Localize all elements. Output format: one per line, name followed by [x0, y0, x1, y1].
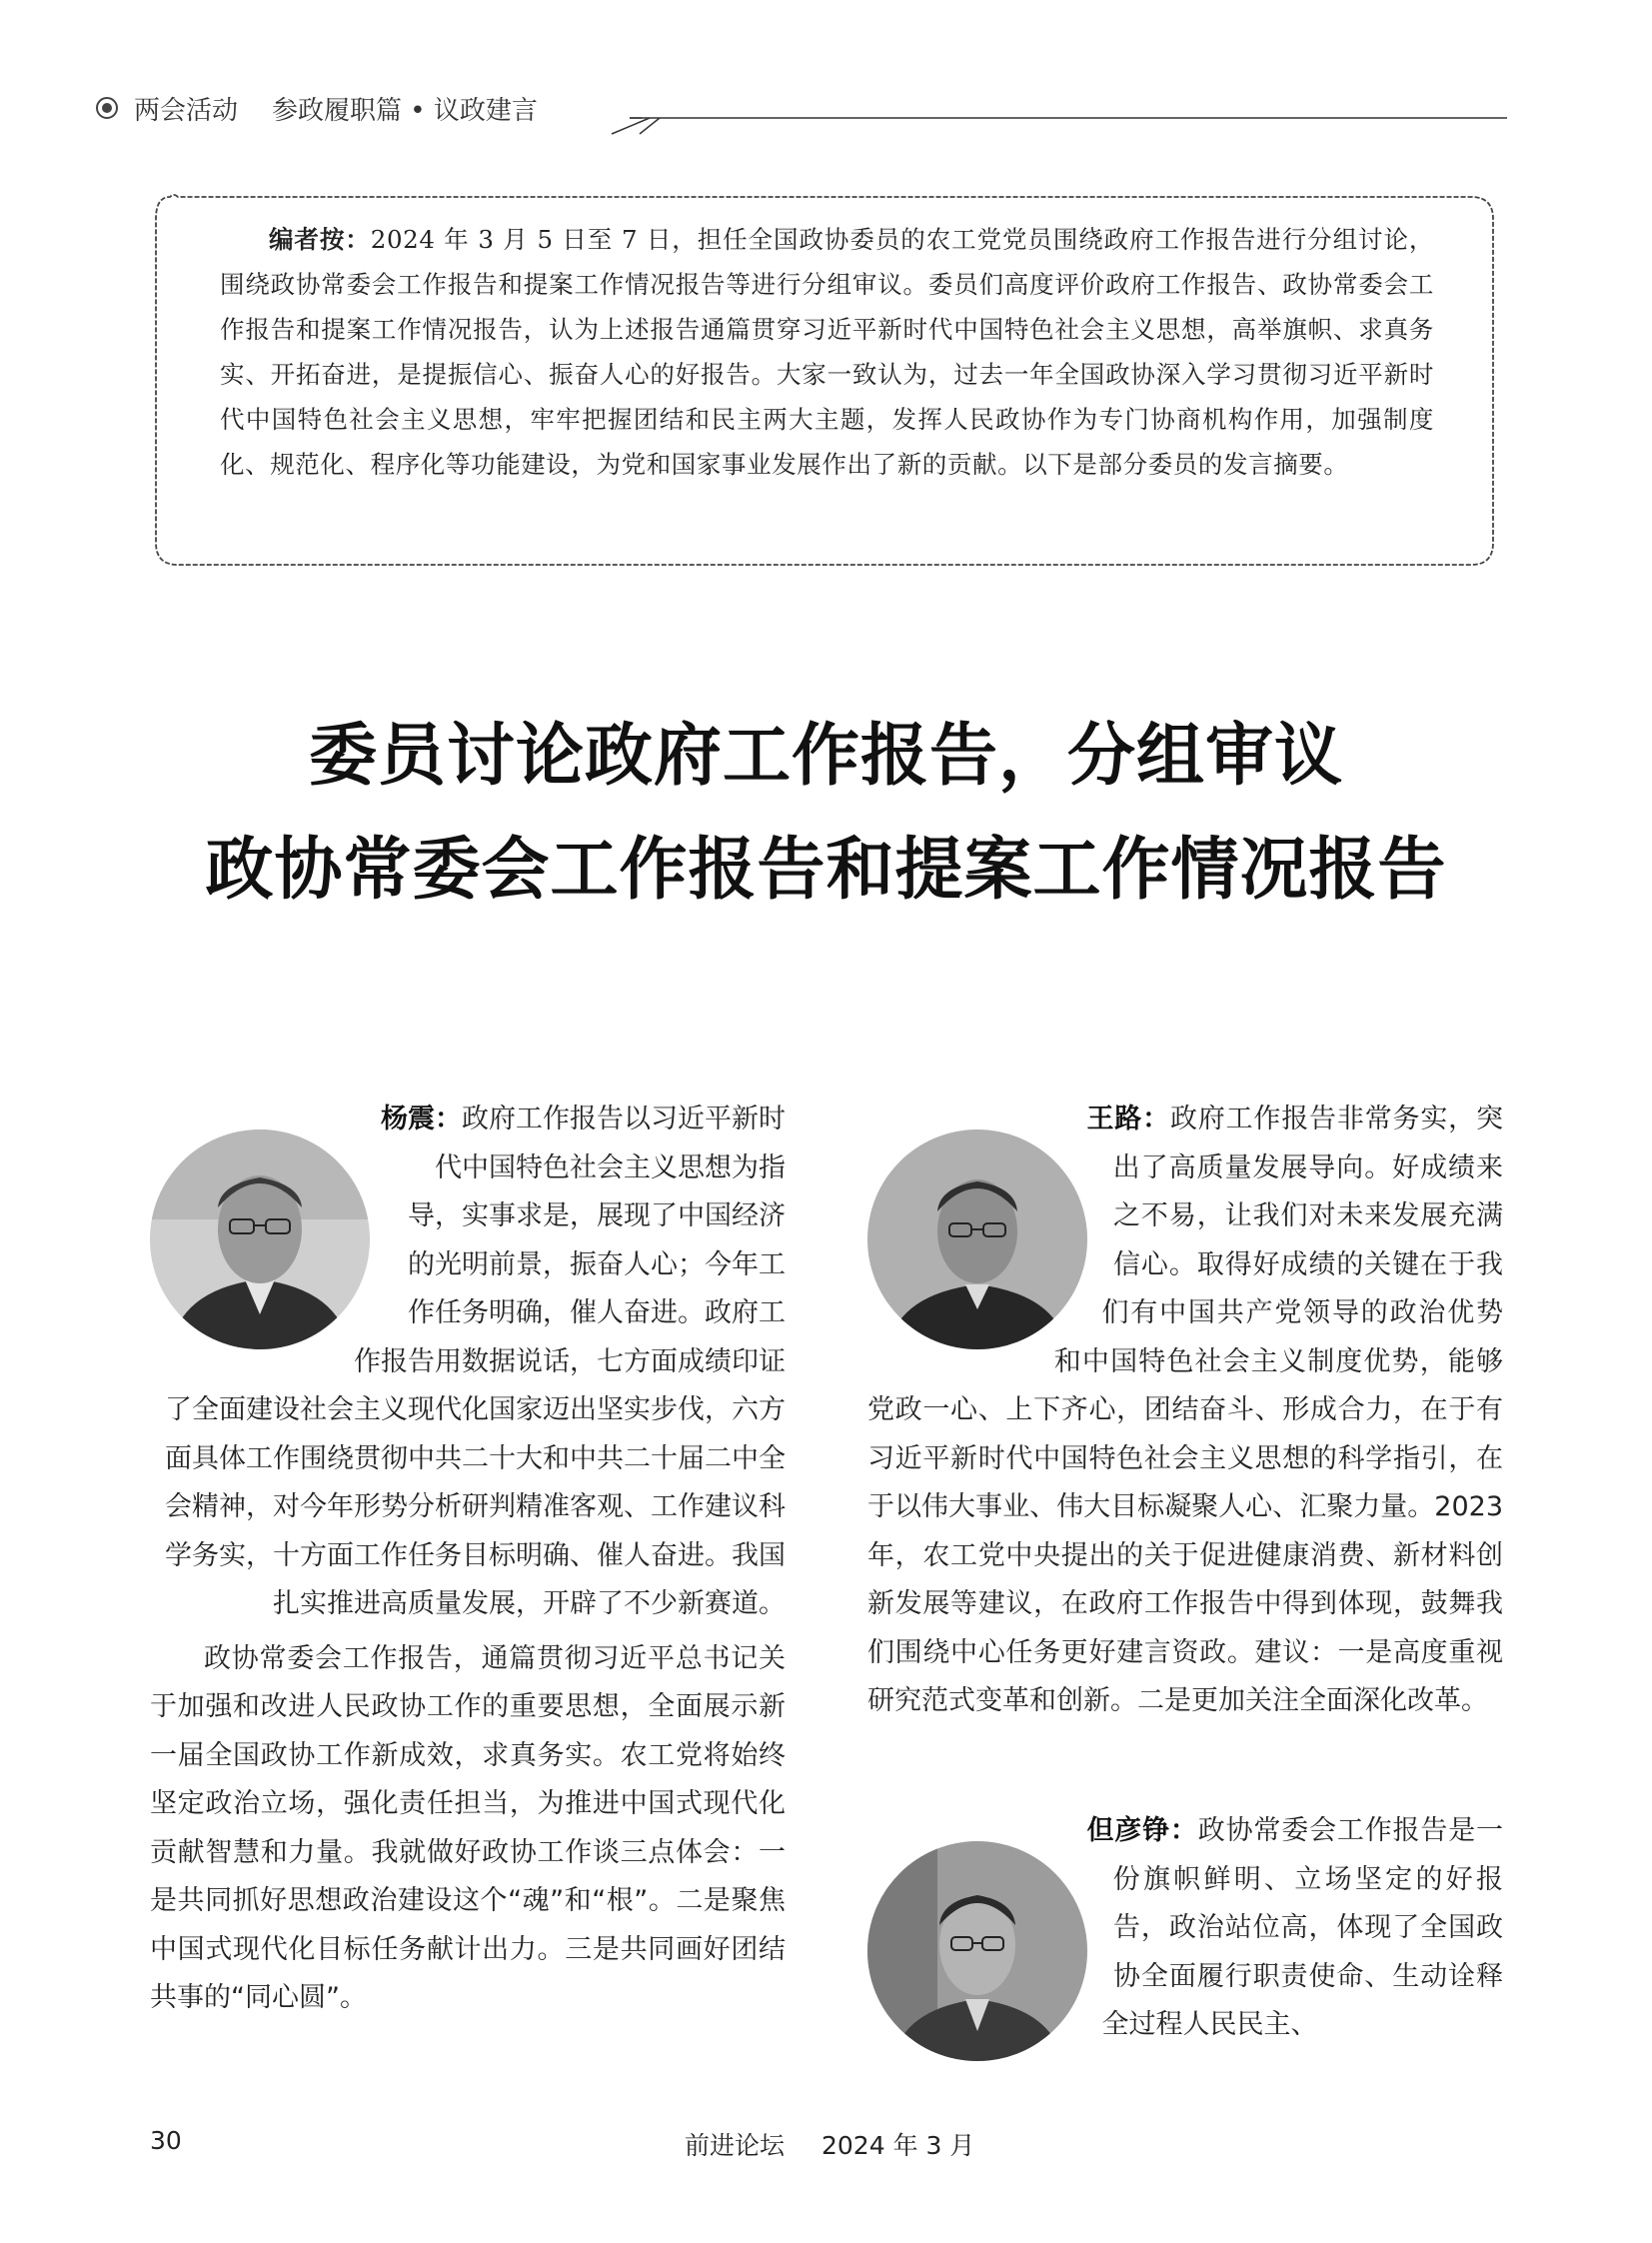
- magazine-name: 前进论坛: [685, 2131, 786, 2160]
- speech-text: 政协常委会工作报告是一份旗帜鲜明、立场坚定的好报告，政治站位高，体现了全国政协全面履行职责使命、生动诠释全过程人民民主、: [1101, 1815, 1504, 2040]
- portrait-yang-zhen: [150, 1129, 370, 1349]
- article-title: [0, 700, 1652, 928]
- title-line-1: 委员讨论政府工作报告，分组审议: [308, 717, 1343, 796]
- speaker-yang-zhen: 杨震：: [381, 1104, 462, 1134]
- speaker-wang-lu: 王路：: [1086, 1104, 1170, 1134]
- page-number: 30: [150, 2126, 182, 2155]
- speech-text: 政府工作报告非常务实，突出了高质量发展导向。好成绩来之不易，让我们对未来发展充满信心。取得好成绩的关键在于我们有中国共产党领导的政治优势和中国特色社会主义制度优势，能够党政一心、上下齐心，团结奋斗、形成合力，在于有习近平新时代中国特色社会主义思想的科学指引，在于以伟大事业、伟大目标凝聚人心、汇聚力量。2023 年，农工党中央提出的关于促进健康消费、新材料创新发展等建议，在政府工作报告中得到体现，鼓舞我们围绕中心任务更好建言资政。建议：一是高度重视研究范式变革和创新。二是更加关注全面深化改革。: [867, 1104, 1504, 1716]
- editor-note-box: [150, 191, 1499, 571]
- issue-date: 2024 年 3 月: [822, 2131, 975, 2160]
- title-line-2: 政协常委会工作报告和提案工作情况报告: [205, 831, 1447, 910]
- subsection-label: 参政履职篇 • 议政建言: [272, 95, 538, 126]
- right-column-top: [867, 1096, 1503, 1726]
- editor-note-label: 编者按：: [269, 225, 371, 254]
- portrait-wang-lu: [867, 1129, 1087, 1349]
- speech-yang-zhen-p2: 政协常委会工作报告，通篇贯彻习近平总书记关于加强和改进人民政协工作的重要思想，全面展示新一届全国政协工作新成效，求真务实。农工党将始终坚定政治立场，强化责任担当，为推进中国式现代化贡献智慧和力量。我就做好政协工作谈三点体会：一是共同抓好思想政治建设这个“魂”和“根”。二是聚焦中国式现代化目标任务献计出力。三是共同画好团结共事的“同心圆”。: [150, 1642, 786, 2013]
- speaker-dan-yanzheng: 但彦铮：: [1086, 1815, 1198, 1846]
- speech-text: 政府工作报告以习近平新时代中国特色社会主义思想为指导，实事求是，展现了中国经济的光明前景，振奋人心；今年工作任务明确，催人奋进。政府工作报告用数据说话，七方面成绩印证了全面建设社会主义现代化国家迈出坚实步伐，六方面具体工作围绕贯彻中共二十大和中共二十届二中全会精神，对今年形势分析研判精准客观、工作建议科学务实，十方面工作任务目标明确、催人奋进。我国扎实推进高质量发展，开辟了不少新赛道。: [165, 1104, 786, 1619]
- left-column: [150, 1096, 786, 2023]
- right-column-bottom: [867, 1807, 1503, 2071]
- editor-note-text: [220, 217, 1434, 487]
- section-label: 两会活动: [134, 95, 239, 126]
- editor-note-body: 2024 年 3 月 5 日至 7 日，担任全国政协委员的农工党党员围绕政府工作报告进行分组讨论，围绕政协常委会工作报告和提案工作情况报告等进行分组审议。委员们高度评价政府工作报告、政协常委会工作报告和提案工作情况报告，认为上述报告通篇贯穿习近平新时代中国特色社会主义思想，高举旗帜、求真务实、开拓奋进，是提振信心、振奋人心的好报告。大家一致认为，过去一年全国政协深入学习贯彻习近平新时代中国特色社会主义思想，牢牢把握团结和民主两大主题，发挥人民政协作为专门协商机构作用，加强制度化、规范化、程序化等功能建设，为党和国家事业发展作出了新的贡献。以下是部分委员的发言摘要。: [220, 225, 1434, 479]
- header-rule: [0, 0, 1652, 140]
- portrait-dan-yanzheng: [867, 1841, 1087, 2061]
